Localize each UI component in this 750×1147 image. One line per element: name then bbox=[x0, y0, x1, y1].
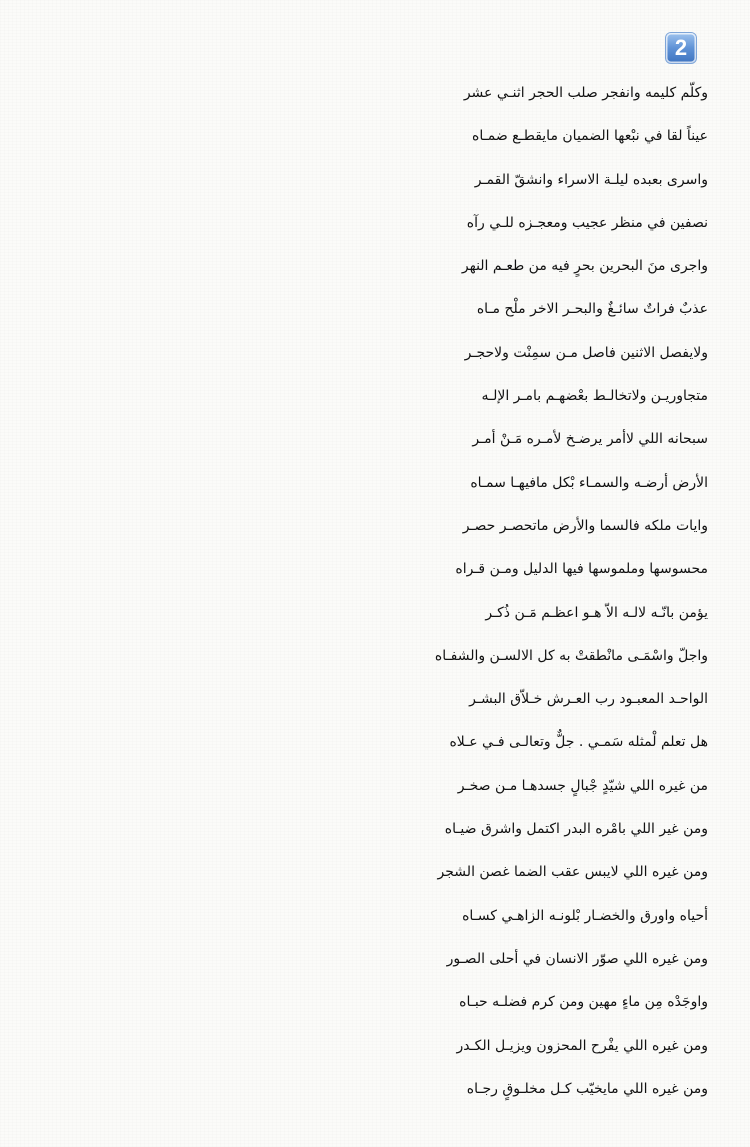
poem-verses bbox=[238, 72, 708, 1111]
poem-verse: ولايفصل الاثنين فاصل مـن سمِنْت ولاحجـر bbox=[464, 344, 708, 361]
poem-verse: الواحـد المعبـود رب العـرش خـلاّق البشـر bbox=[469, 691, 708, 708]
poem-verse: أحياه واورق والخضـار بْلونـه الزاهـي كسـاه bbox=[462, 907, 708, 924]
poem-verse: نصفين في منظر عجيب ومعجـزه للـي رآه bbox=[466, 214, 708, 231]
poem-verse: يؤمن بانّـه لالـه الاّ هـو اعظـم مَـن ذُكـر bbox=[485, 604, 708, 621]
poem-verse: عذبٌ فراتٌ سائـغٌ والبحـر الاخر ملْح مـاه bbox=[476, 301, 708, 318]
poem-verse: ومن غير اللي بامْره البدر اكتمل واشرق ضيـاه bbox=[444, 821, 708, 838]
poem-verse: سبحانه اللي لاأمر يرضـخ لأمـره مَـنْ أمـر bbox=[472, 431, 708, 448]
poem-verse: هل تعلم لْمثله سَمـي . جلٌّ وتعالـى فـي عـلاه bbox=[449, 734, 708, 751]
poem-verse: متجاوريـن ولاتخالـط بعْضهـم بامـر الإلـه bbox=[481, 388, 708, 405]
poem-verse: الأرض أرضـه والسمـاء بْكل مافيهـا سمـاه bbox=[470, 474, 708, 491]
poem-verse: واوجَدْه مِن ماءٍ مهين ومن كرم فضلـه حبـاه bbox=[459, 994, 708, 1011]
poem-verse: ومن غيره اللي مايخيّب كـل مخلـوقٍ رجـاه bbox=[466, 1080, 708, 1097]
poem-verse: من غيره اللي شيّدٍ جْبالٍ جسدهـا مـن صخـر bbox=[457, 777, 708, 794]
poem-verse: ومن غيره اللي صوّر الانسان في أحلى الصـور bbox=[446, 950, 708, 967]
poem-verse: ومن غيره اللي لايبس عقب الضما غصن الشجر bbox=[437, 864, 708, 881]
poem-verse: محسوسها وملموسها فيها الدليل ومـن قـراه bbox=[455, 561, 708, 578]
poem-verse: واسرى بعبده ليلـة الاسراء وانشقّ القمـر bbox=[474, 171, 708, 188]
poem-verse: واجرى منَ البحرين بحرٍ فيه من طعـم النهر bbox=[461, 258, 708, 275]
poem-verse: وكلّم كليمه وانفجر صلب الحجر اثنـي عشر bbox=[463, 85, 708, 101]
poem-verse: واجلّ واسْمَـى مانْطقتْ به كل الالسـن والشفـاه bbox=[434, 647, 708, 664]
poem-verse: ومن غيره اللي يفْرح المحزون ويزيـل الكـدر bbox=[456, 1037, 708, 1054]
poem-verse: وايات ملكه فالسما والأرض ماتحصـر حصـر bbox=[462, 517, 708, 534]
poem-verse: عيناً لقا في نبْعها الضميان مايقطـع ضمـاه bbox=[472, 128, 708, 145]
page-number-badge: 2 bbox=[666, 33, 696, 63]
